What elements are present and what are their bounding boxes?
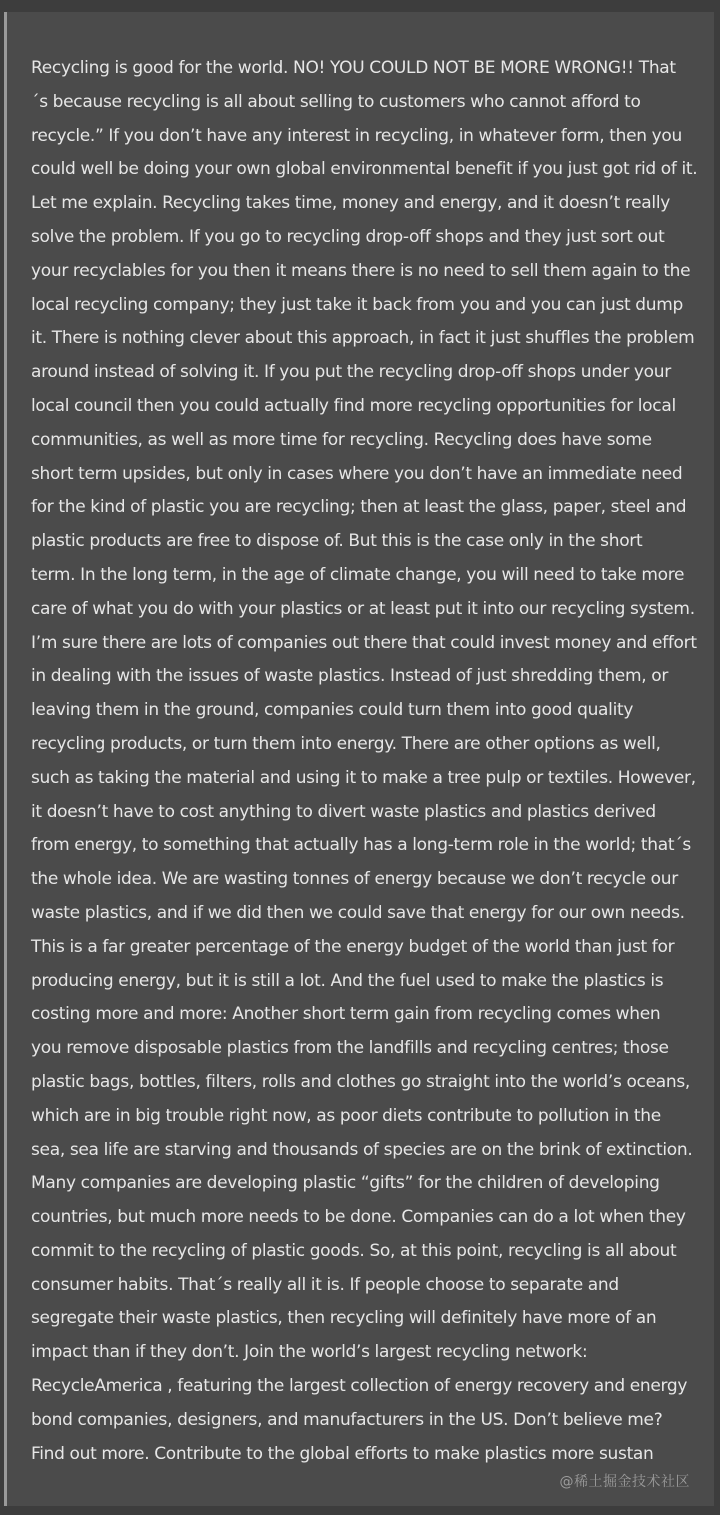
content-panel	[4, 12, 714, 1506]
article-text: Recycling is good for the world. NO! YOU COULD NOT BE MORE WRONG!! That ´s because recycling is all about selling to customers who cannot afford to recycle.” If you don’t have any interest in recycling, in whatever form, then you could well be doing your own global environmental benefit if you just got rid of it. Let me explain. Recycling takes time, money and energy, and it doesn’t really solve the problem. If you go to recycling drop-off shops and they just sort out your recyclables for you then it means there is no need to sell them again to the local recycling company; they just take it back from you and you can just dump it. There is nothing clever about this approach, in fact it just shuffles the problem around instead of solving it. If you put the recycling drop-off shops under your local council then you could actually find more recycling opportunities for local communities, as well as more time for recycling. Recycling does have some short term upsides, but only in cases where you don’t have an immediate need for the kind of plastic you are recycling; then at least the glass, paper, steel and plastic products are free to dispose of. But this is the case only in the short term. In the long term, in the age of climate change, you will need to take more care of what you do with your plastics or at least put it into our recycling system. I’m sure there are lots of companies out there that could invest money and effort in dealing with the issues of waste plastics. Instead of just shredding them, or leaving them in the ground, companies could turn them into good quality recycling products, or turn them into energy. There are other options as well, such as taking the material and using it to make a tree pulp or textiles. However, it doesn’t have to cost anything to divert waste plastics and plastics derived from energy, to something that actually has a long-term role in the world; that´s the whole idea. We are wasting tonnes of energy because we don’t recycle our waste plastics, and if we did then we could save that energy for our own needs. This is a far greater percentage of the energy budget of the world than just for producing energy, but it is still a lot. And the fuel used to make the plastics is costing more and more: Another short term gain from recycling comes when you remove disposable plastics from the landfills and recycling centres; those plastic bags, bottles, filters, rolls and clothes go straight into the world’s oceans, which are in big trouble right now, as poor diets contribute to pollution in the sea, sea life are starving and thousands of species are on the brink of extinction. Many companies are developing plastic “gifts” for the children of developing countries, but much more needs to be done. Companies can do a lot when they commit to the recycling of plastic goods. So, at this point, recycling is all about consumer habits. That´s really all it is. If people choose to separate and segregate their waste plastics, then recycling will definitely have more of an impact than if they don’t. Join the world’s largest recycling network: RecycleAmerica , featuring the largest collection of energy recovery and energy bond companies, designers, and manufacturers in the US. Don’t believe me? Find out more. Contribute to the global efforts to make plastics more sustan	[31, 58, 698, 1464]
site-watermark: @稀土掘金技术社区	[559, 1474, 690, 1490]
